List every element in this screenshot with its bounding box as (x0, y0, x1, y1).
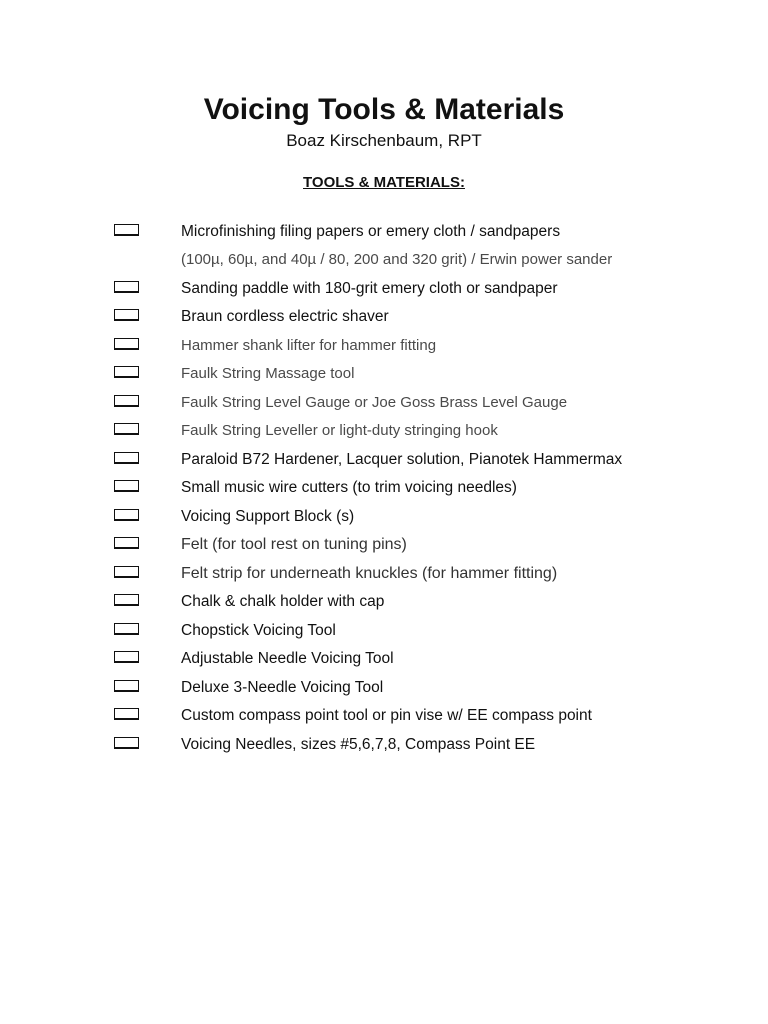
checklist-item (0, 734, 768, 758)
checkbox[interactable] (114, 566, 139, 578)
item-label: Chalk & chalk holder with cap (181, 593, 385, 610)
item-label: Adjustable Needle Voicing Tool (181, 650, 394, 667)
checkbox[interactable] (114, 537, 139, 549)
item-label: Faulk String Level Gauge or Joe Goss Brass Level Gauge (181, 394, 568, 411)
checkbox[interactable] (114, 737, 139, 749)
checkbox[interactable] (114, 423, 139, 435)
item-label: Braun cordless electric shaver (181, 308, 389, 325)
checkbox[interactable] (114, 309, 139, 321)
checkbox[interactable] (114, 651, 139, 663)
checklist-item (0, 420, 768, 444)
checkbox[interactable] (114, 623, 139, 635)
checklist-item (0, 392, 768, 416)
item-label: Chopstick Voicing Tool (181, 622, 336, 639)
checklist-item (0, 306, 768, 330)
checkbox[interactable] (114, 395, 139, 407)
item-label: Custom compass point tool or pin vise w/ EE compass point (181, 707, 592, 724)
item-label: Felt strip for underneath knuckles (for hammer fitting) (181, 565, 558, 582)
checklist-item (0, 363, 768, 387)
item-label: Felt (for tool rest on tuning pins) (181, 536, 407, 553)
document-title: Voicing Tools & Materials (203, 93, 565, 126)
checklist-item (0, 591, 768, 615)
item-label: Faulk String Leveller or light-duty stringing hook (181, 422, 498, 439)
checklist-item (0, 648, 768, 672)
checkbox[interactable] (114, 509, 139, 521)
section-heading: TOOLS & MATERIALS: (303, 174, 465, 191)
checkbox[interactable] (114, 708, 139, 720)
checkbox[interactable] (114, 338, 139, 350)
checkbox[interactable] (114, 452, 139, 464)
item-label: Faulk String Massage tool (181, 365, 355, 382)
item-label: Voicing Needles, sizes #5,6,7,8, Compass Point EE (181, 736, 536, 753)
checklist-item (0, 705, 768, 729)
item-label: Microfinishing filing papers or emery cloth / sandpapers (181, 223, 561, 240)
checklist-item (0, 677, 768, 701)
checkbox[interactable] (114, 281, 139, 293)
checklist-item (0, 620, 768, 644)
item-label: Paraloid B72 Hardener, Lacquer solution, Pianotek Hammermax (181, 451, 623, 468)
item-label: Voicing Support Block (s) (181, 508, 355, 525)
item-label: Sanding paddle with 180-grit emery cloth or sandpaper (181, 280, 558, 297)
item-label: Hammer shank lifter for hammer fitting (181, 337, 437, 354)
item-label: Small music wire cutters (to trim voicing needles) (181, 479, 517, 496)
document-author: Boaz Kirschenbaum, RPT (286, 131, 482, 150)
checkbox[interactable] (114, 366, 139, 378)
checklist-item (0, 563, 768, 587)
checklist-item (0, 506, 768, 530)
checkbox[interactable] (114, 680, 139, 692)
checklist-item (0, 221, 768, 245)
checklist-item (0, 477, 768, 501)
checklist-item (0, 449, 768, 473)
checkbox[interactable] (114, 480, 139, 492)
checklist-item (0, 335, 768, 359)
item-label: Deluxe 3-Needle Voicing Tool (181, 679, 384, 696)
checkbox[interactable] (114, 224, 139, 236)
checkbox[interactable] (114, 594, 139, 606)
checklist-item (0, 534, 768, 558)
checklist-item (0, 278, 768, 302)
item-label-continuation: (100µ, 60µ, and 40µ / 80, 200 and 320 grit) / Erwin power sander (181, 251, 613, 268)
